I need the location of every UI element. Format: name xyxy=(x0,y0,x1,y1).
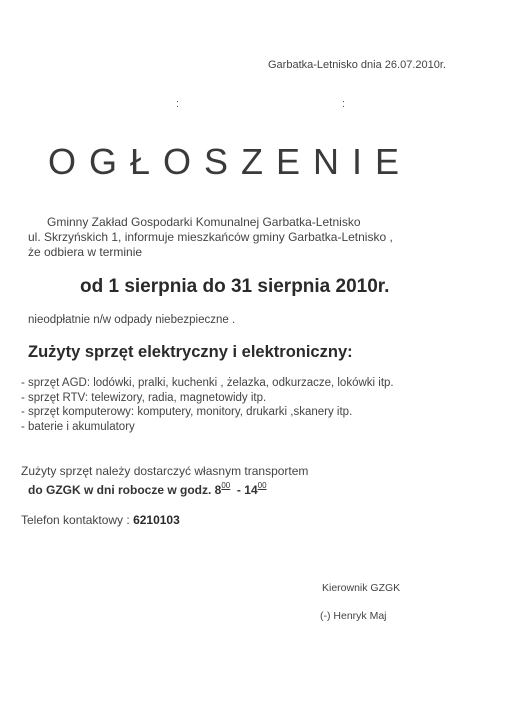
list-item: - baterie i akumulatory xyxy=(21,420,135,433)
contact-line xyxy=(21,513,180,527)
list-item: - sprzęt AGD: lodówki, pralki, kuchenki , żelazka, odkurzacze, lokówki itp. xyxy=(21,377,394,389)
intro-line-3: że odbiera w terminie xyxy=(28,245,143,259)
scan-mark-right: : xyxy=(342,98,346,110)
date-line: Garbatka-Letnisko dnia 26.07.2010r. xyxy=(268,59,446,71)
collection-period: od 1 sierpnia do 31 sierpnia 2010r. xyxy=(80,276,390,297)
contact-label: Telefon kontaktowy : xyxy=(21,513,134,527)
delivery-line-1: Zużyty sprzęt należy dostarczyć własnym transportem xyxy=(21,464,309,478)
contact-number: 6210103 xyxy=(133,513,180,527)
hour-start: 8 xyxy=(214,483,222,497)
minutes-end: 00 xyxy=(257,481,267,490)
intro-line-1: Gminny Zakład Gospodarki Komunalnej Garbatka-Letnisko xyxy=(47,215,361,229)
list-item: - sprzęt RTV: telewizory, radia, magnetowidy itp. xyxy=(21,391,267,404)
scan-mark-left: : xyxy=(176,98,180,110)
intro-line-2: ul. Skrzyńskich 1, informuje mieszkańców gminy Garbatka-Letnisko , xyxy=(28,230,393,244)
list-item: - sprzęt komputerowy: komputery, monitory, drukarki ,skanery itp. xyxy=(21,406,353,418)
hour-end: 14 xyxy=(244,483,258,497)
waste-list xyxy=(21,376,394,434)
signature-role: Kierownik GZGK xyxy=(322,582,401,594)
page-title: OGŁOSZENIE xyxy=(48,141,413,182)
delivery-when: w dni robocze w godz. xyxy=(80,483,215,497)
delivery-line-2 xyxy=(28,481,267,497)
signature-name: (-) Henryk Maj xyxy=(320,610,387,622)
free-note: nieodpłatnie n/w odpady niebezpieczne . xyxy=(28,314,236,326)
waste-subheading: Zużyty sprzęt elektryczny i elektroniczny: xyxy=(28,343,353,361)
delivery-place: do GZGK xyxy=(28,483,81,497)
minutes-start: 00 xyxy=(221,481,231,490)
hour-dash: - xyxy=(230,483,245,497)
